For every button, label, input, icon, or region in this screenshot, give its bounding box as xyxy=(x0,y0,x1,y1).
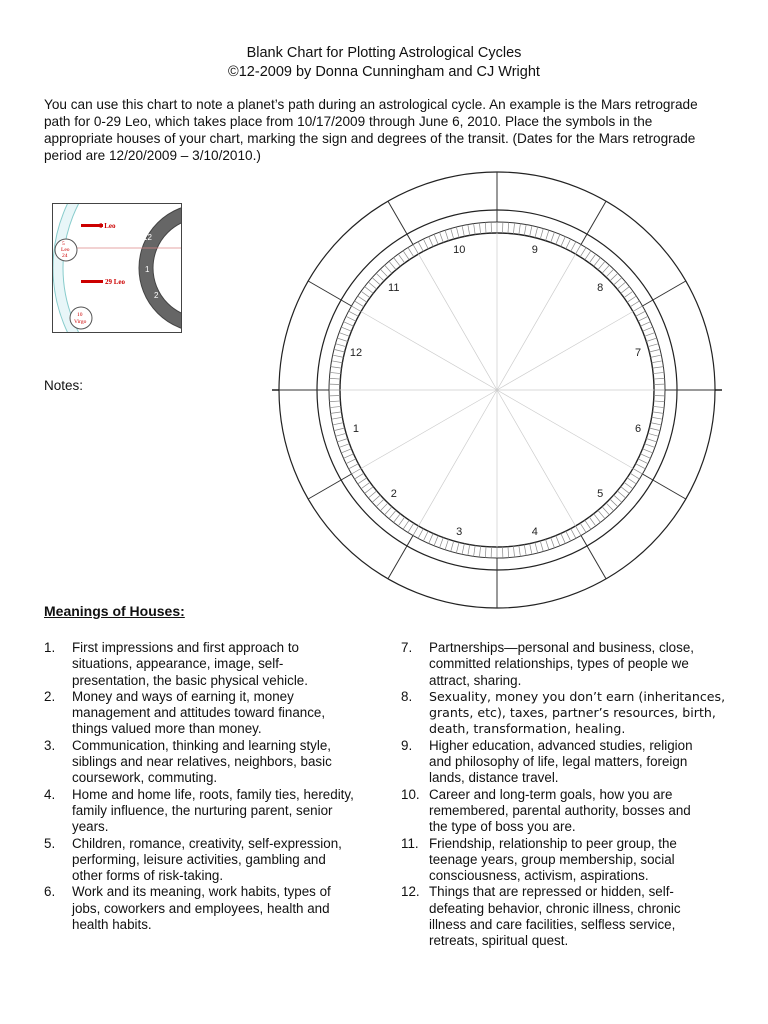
degree-tick xyxy=(602,507,609,515)
degree-tick xyxy=(594,258,601,267)
outer-spoke xyxy=(308,281,341,300)
degree-tick xyxy=(638,459,648,464)
degree-tick xyxy=(398,517,404,526)
degree-tick xyxy=(653,372,664,373)
house-meaning-item xyxy=(401,786,729,836)
degree-tick xyxy=(418,529,423,539)
house-cusp xyxy=(407,234,413,244)
degree-tick xyxy=(630,301,639,307)
intro-line: period are 12/20/2009 – 3/10/2010.) xyxy=(44,148,261,163)
degree-tick xyxy=(341,449,351,453)
degree-tick xyxy=(376,273,384,281)
houses-heading: Meanings of Houses: xyxy=(44,603,185,619)
degree-tick xyxy=(535,227,538,238)
intro-line: path for 0-29 Leo, which takes place from 10/17/2009 through June 6, 2010. Place the symbols in the xyxy=(44,114,653,129)
house-meaning-line: situations, appearance, image, self- xyxy=(72,656,284,672)
house-number: 12. xyxy=(401,884,420,900)
inner-spoke xyxy=(497,254,576,390)
wheel-house-number: 9 xyxy=(531,243,538,256)
wheel-house-number: 1 xyxy=(352,422,360,435)
degree-tick xyxy=(606,503,614,511)
degree-tick xyxy=(462,226,464,237)
house-cusp xyxy=(407,535,413,545)
copyright-line: ©12-2009 by Donna Cunningham and CJ Wright xyxy=(228,64,540,80)
degree-tick xyxy=(408,523,414,532)
house-meaning-line: illness and care facilities, selfless service, xyxy=(429,917,676,933)
degree-tick xyxy=(594,514,601,523)
house-meaning-line: Sexuality, money you don’t earn (inheritances, xyxy=(429,688,726,704)
house-meaning-line: the type of boss you are. xyxy=(429,819,576,835)
inner-spoke xyxy=(419,254,498,390)
degree-tick xyxy=(352,306,362,312)
degree-tick xyxy=(368,282,376,289)
degree-tick xyxy=(394,258,401,267)
degree-tick xyxy=(633,306,643,312)
degree-tick xyxy=(344,322,354,326)
degree-tick xyxy=(580,523,586,532)
degree-tick xyxy=(336,344,347,347)
degree-tick xyxy=(589,254,595,263)
house-meaning-line: attract, sharing. xyxy=(429,672,522,688)
degree-tick xyxy=(334,349,345,352)
house-meaning-line: Things that are repressed or hidden, self- xyxy=(429,884,674,900)
house-meaning-item xyxy=(44,884,372,933)
degree-tick xyxy=(519,224,521,235)
degree-tick xyxy=(589,517,595,526)
degree-tick xyxy=(429,237,433,247)
degree-tick xyxy=(440,232,444,242)
degree-tick xyxy=(485,222,486,233)
degree-tick xyxy=(380,503,388,511)
degree-tick xyxy=(627,478,636,484)
wheel-structure xyxy=(272,172,722,608)
house-meaning-line: management and attitudes toward finance, xyxy=(72,705,326,721)
degree-tick xyxy=(365,487,374,494)
degree-tick xyxy=(524,225,526,236)
house-number: 2. xyxy=(44,688,56,704)
degree-tick xyxy=(331,367,342,369)
label-0-leo: 0 Leo xyxy=(99,222,116,230)
house-cusp xyxy=(642,300,652,306)
house-meaning-line: siblings and near relatives, neighbors, basic xyxy=(72,754,332,770)
degree-tick xyxy=(598,261,605,269)
degree-tick xyxy=(403,251,409,260)
degree-tick xyxy=(654,378,665,379)
degree-tick xyxy=(551,538,555,548)
degree-tick xyxy=(413,245,419,255)
degree-tick xyxy=(640,322,650,326)
intro-paragraph xyxy=(44,96,734,164)
degree-tick xyxy=(385,265,392,273)
degree-tick xyxy=(614,495,622,502)
house-meaning-line: retreats, spiritual quest. xyxy=(429,933,569,949)
degree-tick xyxy=(576,526,582,536)
degree-tick xyxy=(630,473,639,479)
degree-tick xyxy=(633,469,643,475)
wheel-house-number: 11 xyxy=(388,281,400,294)
degree-tick xyxy=(540,229,543,240)
degree-tick xyxy=(330,372,341,373)
astrology-wheel xyxy=(272,168,722,618)
house-meaning-item xyxy=(44,688,372,738)
degree-tick xyxy=(352,469,362,475)
degree-tick xyxy=(451,229,454,240)
inner-spoke xyxy=(497,390,633,469)
degree-tick xyxy=(530,226,532,237)
degree-tick xyxy=(610,499,618,507)
wheel-house-number: 10 xyxy=(453,243,466,256)
degree-tick xyxy=(331,412,342,414)
house-meaning-line: years. xyxy=(72,819,109,835)
degree-tick xyxy=(643,449,653,453)
circle-top-line: 24 xyxy=(62,253,68,259)
outer-spoke xyxy=(587,546,606,579)
example-house-number: 12 xyxy=(143,233,152,242)
degree-tick xyxy=(636,311,646,316)
outer-spoke xyxy=(653,480,686,499)
degree-tick xyxy=(445,539,448,549)
degree-tick xyxy=(546,539,549,549)
degree-tick xyxy=(434,234,438,244)
house-meaning-line: Higher education, advanced studies, religion xyxy=(429,737,693,753)
house-meaning-line: Home and home life, roots, family ties, heredity, xyxy=(72,786,354,802)
degree-tick xyxy=(646,338,656,341)
degree-tick xyxy=(485,547,486,558)
house-cusp xyxy=(341,474,351,480)
degree-tick xyxy=(358,478,367,484)
house-number: 7. xyxy=(401,640,413,655)
degree-tick xyxy=(648,344,659,347)
house-meaning-line: health habits. xyxy=(72,917,152,933)
degree-tick xyxy=(479,223,480,234)
inner-spoke xyxy=(497,390,576,526)
degree-tick xyxy=(440,538,444,548)
house-meaning-line: consciousness, activism, aspirations. xyxy=(429,868,649,884)
house-meaning-item xyxy=(44,835,372,885)
degree-tick xyxy=(349,464,359,469)
degree-tick xyxy=(617,282,625,289)
degree-tick xyxy=(645,333,655,337)
inner-spoke xyxy=(497,312,633,391)
degree-tick xyxy=(606,269,614,277)
degree-tick xyxy=(535,542,538,553)
degree-tick xyxy=(368,491,376,498)
degree-tick xyxy=(571,529,576,539)
house-meaning-line: remembered, parental authority, bosses and xyxy=(429,802,691,818)
degree-tick xyxy=(624,482,633,488)
degree-tick xyxy=(434,536,438,546)
circle-top-line: 5 xyxy=(62,241,65,247)
degree-tick xyxy=(346,459,356,464)
houses-list-right xyxy=(401,640,729,950)
degree-tick xyxy=(329,401,340,402)
degree-tick xyxy=(474,545,476,556)
degree-tick xyxy=(651,355,662,357)
degree-tick xyxy=(651,423,662,425)
degree-tick xyxy=(636,464,646,469)
degree-tick xyxy=(614,278,622,285)
degree-tick xyxy=(652,367,663,369)
degree-tick xyxy=(380,269,388,277)
house-meaning-line: teenage years, group membership, social xyxy=(429,851,675,867)
degree-tick xyxy=(337,338,347,341)
degree-tick xyxy=(474,224,476,235)
circle-bottom-line: 10 xyxy=(77,312,83,318)
degree-tick xyxy=(643,327,653,331)
degree-tick xyxy=(627,296,636,302)
house-cusp xyxy=(581,234,587,244)
house-meaning-item xyxy=(44,737,372,787)
house-meaning-line: Career and long-term goals, how you are xyxy=(429,786,673,802)
house-meaning-item xyxy=(44,786,372,836)
inner-spoke xyxy=(419,390,498,526)
degree-tick xyxy=(333,423,344,425)
house-meaning-line: Partnerships—personal and business, close, xyxy=(429,640,694,655)
degree-tick xyxy=(330,406,341,407)
degree-tick xyxy=(372,495,380,502)
house-meaning-line: things valued more than money. xyxy=(72,721,262,737)
degree-tick xyxy=(346,316,356,321)
degree-tick xyxy=(640,454,650,458)
degree-tick xyxy=(540,541,543,552)
house-number: 6. xyxy=(44,884,56,900)
intro-line: You can use this chart to note a planet’s path during an astrological cycle. An example is the Mars retrograde xyxy=(44,97,698,112)
house-meaning-line: lands, distance travel. xyxy=(429,770,559,786)
house-meaning-line: Work and its meaning, work habits, types of xyxy=(72,884,331,900)
house-meaning-line: and philosophy of life, legal matters, foreign xyxy=(429,754,688,770)
degree-tick xyxy=(551,232,555,242)
degree-tick xyxy=(398,254,404,263)
degree-tick xyxy=(462,544,464,555)
degree-tick xyxy=(654,401,665,402)
degree-tick xyxy=(530,544,532,555)
degree-tick xyxy=(355,473,364,479)
wheel-house-number: 8 xyxy=(597,281,604,294)
degree-tick xyxy=(341,327,351,331)
degree-tick xyxy=(376,499,384,507)
degree-tick xyxy=(508,547,509,558)
degree-tick xyxy=(333,355,344,357)
house-meaning-line: performing, leisure activities, gambling and xyxy=(72,851,326,867)
wheel-house-number: 7 xyxy=(634,347,642,360)
degree-tick xyxy=(372,278,380,285)
degree-tick xyxy=(451,541,454,552)
degree-tick xyxy=(617,491,625,498)
degree-tick xyxy=(389,261,396,269)
house-number: 10. xyxy=(401,786,420,802)
houses-list-left xyxy=(44,640,372,933)
degree-tick xyxy=(468,545,470,556)
degree-tick xyxy=(479,546,480,557)
house-meaning-item xyxy=(401,688,729,738)
degree-tick xyxy=(546,230,549,240)
degree-tick xyxy=(468,225,470,236)
example-house-number: 2 xyxy=(154,291,159,300)
notes-label: Notes: xyxy=(44,378,84,393)
degree-tick xyxy=(652,417,663,419)
degree-tick xyxy=(649,349,660,352)
house-cusp xyxy=(341,300,351,306)
house-meaning-line: First impressions and first approach to xyxy=(72,640,299,655)
degree-tick xyxy=(645,444,655,448)
house-meaning-line: Friendship, relationship to peer group, the xyxy=(429,835,677,851)
house-meaning-line: defeating behavior, chronic illness, chronic xyxy=(429,900,681,916)
circle-bottom-line: Virgo xyxy=(74,319,87,325)
degree-tick xyxy=(418,242,423,252)
degree-tick xyxy=(429,533,433,543)
degree-tick xyxy=(624,291,633,297)
outer-spoke xyxy=(587,201,606,234)
house-meaning-line: jobs, coworkers and employees, health and xyxy=(72,900,330,916)
degree-tick xyxy=(519,545,521,556)
degree-tick xyxy=(336,433,347,436)
degree-tick xyxy=(598,510,605,518)
degree-tick xyxy=(361,482,370,488)
wheel-house-number: 4 xyxy=(531,526,538,539)
house-meaning-line: Money and ways of earning it, money xyxy=(72,688,294,704)
outer-spoke xyxy=(388,201,407,234)
wheel-house-number: 2 xyxy=(390,488,397,501)
example-chart-image xyxy=(52,203,182,333)
degree-tick xyxy=(648,433,659,436)
wheel-house-number: 12 xyxy=(349,347,363,360)
degree-tick xyxy=(585,520,591,529)
house-meaning-line: coursework, commuting. xyxy=(72,770,218,786)
degree-tick xyxy=(571,242,576,252)
degree-tick xyxy=(513,223,514,234)
degree-tick xyxy=(649,428,660,431)
wheel-house-number: 3 xyxy=(456,526,463,539)
degree-tick xyxy=(561,533,565,543)
example-house-number: 1 xyxy=(145,265,150,274)
degree-tick xyxy=(413,526,419,536)
circle-top-line: Leo xyxy=(61,247,70,253)
house-meaning-line: presentation, the basic physical vehicle. xyxy=(72,672,308,688)
degree-tick xyxy=(456,227,459,238)
degree-tick xyxy=(561,237,565,247)
degree-tick xyxy=(602,265,609,273)
degree-tick xyxy=(513,546,514,557)
house-meaning-line: Communication, thinking and learning style, xyxy=(72,737,332,753)
degree-tick xyxy=(385,507,392,515)
degree-tick xyxy=(621,487,630,494)
house-meaning-item xyxy=(401,640,729,689)
house-cusp xyxy=(642,474,652,480)
wheel-house-number: 6 xyxy=(634,422,642,435)
degree-tick xyxy=(576,245,582,255)
label-29-leo: 29 Leo xyxy=(105,278,126,286)
degree-tick xyxy=(334,428,345,431)
wheel-house-number: 5 xyxy=(597,488,604,501)
example-house-number: 11 xyxy=(156,204,165,213)
house-meaning-item xyxy=(44,640,372,689)
degree-tick xyxy=(394,514,401,523)
degree-tick xyxy=(344,454,354,458)
degree-tick xyxy=(423,239,428,249)
degree-tick xyxy=(332,417,343,419)
degree-tick xyxy=(403,520,409,529)
house-number: 8. xyxy=(401,688,413,704)
degree-tick xyxy=(456,542,459,553)
outer-spoke xyxy=(388,546,407,579)
house-number: 5. xyxy=(44,835,56,851)
degree-tick xyxy=(652,361,663,363)
degree-tick xyxy=(653,406,664,407)
inner-spoke xyxy=(361,312,497,391)
degree-tick xyxy=(508,222,509,233)
degree-tick xyxy=(445,230,448,240)
degree-tick xyxy=(566,531,571,541)
degree-tick xyxy=(646,439,656,442)
degree-tick xyxy=(389,510,396,518)
degree-tick xyxy=(566,239,571,249)
degree-tick xyxy=(337,439,347,442)
degree-tick xyxy=(329,378,340,379)
house-meaning-line: committed relationships, types of people we xyxy=(429,656,689,672)
house-number: 11. xyxy=(401,835,419,851)
degree-tick xyxy=(332,361,343,363)
house-cusp xyxy=(581,535,587,545)
degree-tick xyxy=(556,234,560,244)
house-meaning-item xyxy=(401,737,729,787)
degree-tick xyxy=(585,251,591,260)
house-meaning-line: Children, romance, creativity, self-expression, xyxy=(72,835,342,851)
degree-tick xyxy=(339,333,349,337)
degree-tick xyxy=(556,536,560,546)
house-number: 1. xyxy=(44,640,56,655)
red-marker xyxy=(81,280,103,283)
degree-tick xyxy=(361,291,370,297)
outer-spoke xyxy=(308,480,341,499)
house-number: 9. xyxy=(401,737,413,753)
example-chart-svg xyxy=(53,204,181,332)
house-number: 3. xyxy=(44,737,56,753)
degree-tick xyxy=(349,311,359,316)
degree-tick xyxy=(365,287,374,294)
degree-tick xyxy=(408,248,414,257)
intro-line: appropriate houses of your chart, marking the sign and degrees of the transit. (Dates for the Mars retrograde xyxy=(44,131,696,146)
inner-spoke xyxy=(361,390,497,469)
degree-tick xyxy=(638,316,648,321)
degree-tick xyxy=(358,296,367,302)
degree-tick xyxy=(610,273,618,281)
house-meaning-line: grants, etc), taxes, partner’s resources, birth, xyxy=(429,705,716,721)
house-meaning-line: family influence, the nurturing parent, senior xyxy=(72,802,333,818)
degree-tick xyxy=(355,301,364,307)
house-meaning-line: death, transformation, healing. xyxy=(429,721,626,737)
degree-tick xyxy=(652,412,663,414)
degree-tick xyxy=(339,444,349,448)
house-meaning-item xyxy=(401,884,729,949)
house-number: 4. xyxy=(44,786,56,802)
degree-tick xyxy=(580,248,586,257)
degree-tick xyxy=(524,545,526,556)
page-title: Blank Chart for Plotting Astrological Cycles xyxy=(246,45,522,61)
degree-tick xyxy=(423,531,428,541)
outer-spoke xyxy=(653,281,686,300)
house-meaning-line: other forms of risk-taking. xyxy=(72,868,224,884)
degree-tick xyxy=(621,287,630,294)
house-meaning-item xyxy=(401,835,729,885)
